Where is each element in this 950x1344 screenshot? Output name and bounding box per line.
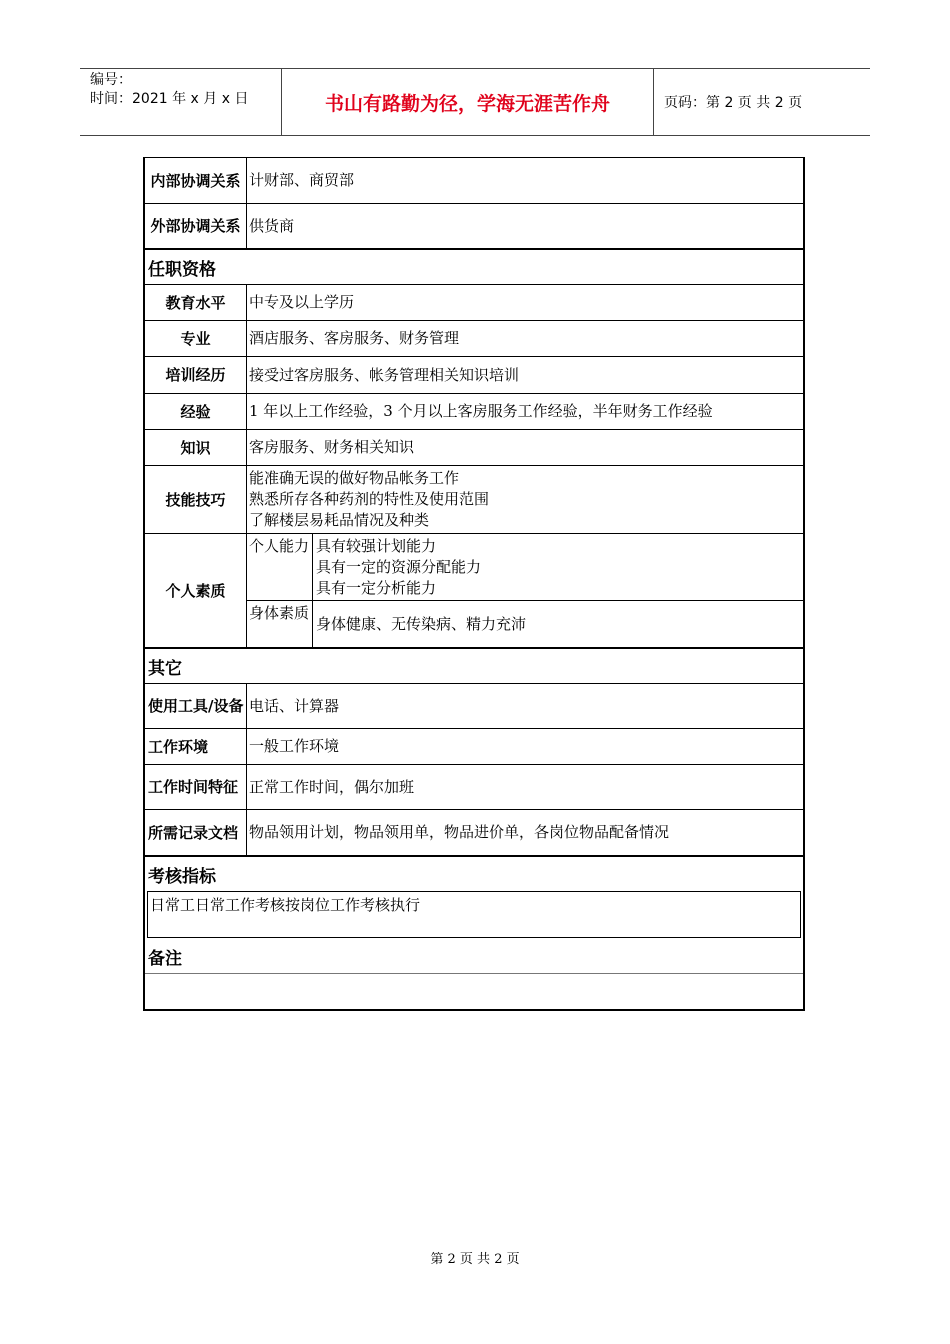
- physical-label: 身体素质: [247, 601, 313, 647]
- internal-row: [145, 157, 803, 203]
- training-value: 接受过客房服务、帐务管理相关知识培训: [249, 365, 520, 384]
- education-row: [145, 284, 803, 320]
- header-meta: [80, 69, 282, 135]
- personal-row: [145, 533, 803, 647]
- tools-row: [145, 683, 803, 728]
- tools-value: 电话、计算器: [249, 696, 340, 715]
- worktime-label: 工作时间特征: [145, 765, 247, 809]
- training-label: 培训经历: [145, 357, 247, 393]
- number-label: 编号：: [90, 72, 132, 88]
- section-other: 其它: [145, 647, 803, 683]
- environment-value: 一般工作环境: [249, 737, 340, 755]
- worktime-row: [145, 764, 803, 809]
- ability-value: [313, 534, 803, 600]
- skills-row: [145, 465, 803, 533]
- internal-value: 计财部、商贸部: [249, 171, 355, 189]
- skills-label: 技能技巧: [145, 466, 247, 533]
- motto: 书山有路勤为径，学海无涯苦作舟: [282, 69, 654, 135]
- personal-label: 个人素质: [145, 534, 247, 647]
- time-label: 时间：2021 年 x 月 x 日: [90, 91, 249, 107]
- knowledge-label: 知识: [145, 430, 247, 465]
- section-remarks: 备注: [145, 940, 803, 974]
- ability-line: 具有较强计划能力: [316, 536, 437, 555]
- section-qualifications: 任职资格: [145, 248, 803, 284]
- external-label: 外部协调关系: [145, 204, 247, 248]
- physical-row: [247, 600, 803, 647]
- education-value: 中专及以上学历: [249, 293, 355, 311]
- documents-label: 所需记录文档: [145, 810, 247, 855]
- worktime-value: 正常工作时间，偶尔加班: [249, 777, 415, 796]
- major-label: 专业: [145, 321, 247, 356]
- experience-label: 经验: [145, 394, 247, 429]
- job-description-form: [143, 157, 805, 1011]
- skill-line: 能准确无误的做好物品帐务工作: [249, 469, 460, 487]
- environment-label: 工作环境: [145, 729, 247, 764]
- internal-label: 内部协调关系: [145, 158, 247, 203]
- tools-label: 使用工具/设备: [145, 684, 247, 728]
- major-row: [145, 320, 803, 356]
- skill-line: 了解楼层易耗品情况及种类: [249, 511, 430, 529]
- knowledge-row: [145, 429, 803, 465]
- documents-value: 物品领用计划，物品领用单，物品进价单，各岗位物品配备情况: [249, 823, 670, 841]
- personal-subtable: [247, 534, 803, 647]
- section-assessment: 考核指标: [145, 855, 803, 891]
- environment-row: [145, 728, 803, 764]
- skills-value: [247, 466, 803, 533]
- physical-value: 身体健康、无传染病、精力充沛: [316, 614, 527, 633]
- page-footer: 第 2 页 共 2 页: [430, 1252, 520, 1267]
- ability-label: 个人能力: [247, 534, 313, 600]
- assessment-value: 日常工日常工作考核按岗位工作考核执行: [147, 891, 801, 938]
- skill-line: 熟悉所存各种药剂的特性及使用范围: [249, 490, 490, 508]
- external-value: 供货商: [249, 216, 295, 235]
- knowledge-value: 客房服务、财务相关知识: [249, 438, 415, 456]
- experience-value: 1 年以上工作经验，3 个月以上客房服务工作经验，半年财务工作经验: [249, 402, 713, 420]
- page-info: 页码：第 2 页 共 2 页: [664, 95, 803, 111]
- ability-line: 具有一定的资源分配能力: [316, 557, 482, 576]
- experience-row: [145, 393, 803, 429]
- external-row: [145, 203, 803, 248]
- page-header: [80, 68, 870, 136]
- ability-line: 具有一定分析能力: [316, 578, 437, 597]
- ability-row: [247, 534, 803, 600]
- education-label: 教育水平: [145, 285, 247, 320]
- documents-row: [145, 809, 803, 855]
- major-value: 酒店服务、客房服务、财务管理: [249, 329, 460, 347]
- training-row: [145, 356, 803, 393]
